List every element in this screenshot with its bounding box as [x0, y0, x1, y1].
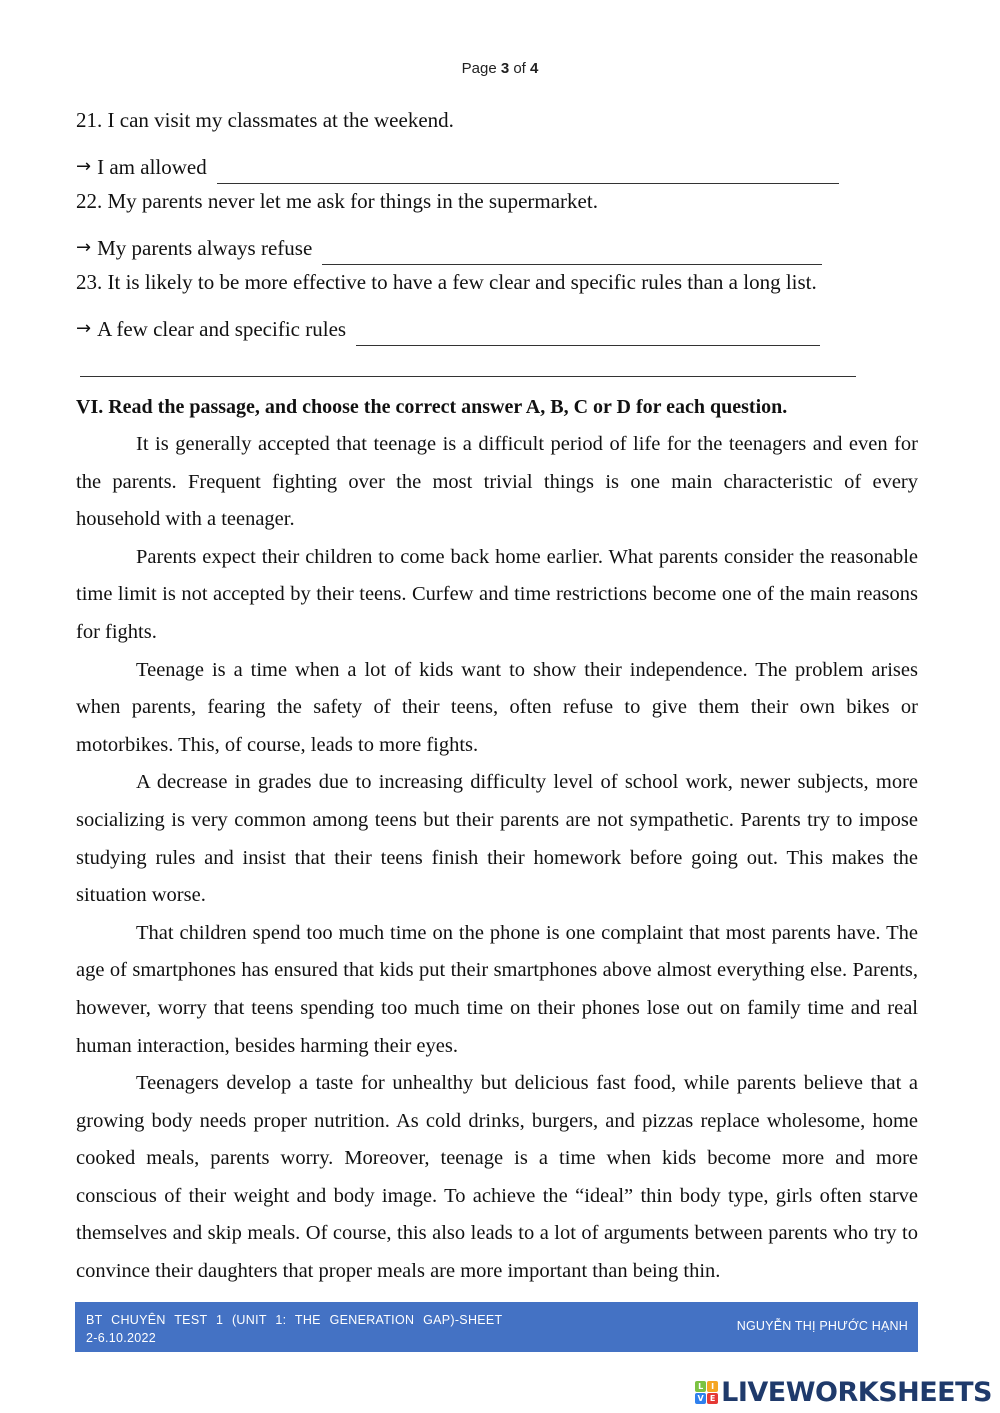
logo-tile-i: I	[707, 1381, 718, 1392]
exercise-23-answer-continuation	[76, 346, 918, 388]
answer-blank-23-line-2[interactable]	[80, 356, 856, 377]
passage-paragraph-6: Teenagers develop a taste for unhealthy but delicious fast food, while parents believe that a growing body needs proper nutrition. As cold drinks, burgers, and pizzas replace wholesome, home cooked meals, parents worry. Moreover, teenage is a time when kids become more and more conscious of their weight and body image. To achieve the “ideal” thin body type, girls often starve themselves and skip meals. Of course, this also leads to a lot of arguments between parents who try to convince their daughters that proper meals are more important than being thin.	[76, 1072, 918, 1283]
exercise-22-prompt: 22. My parents never let me ask for things in the supermarket.	[76, 189, 598, 213]
answer-blank-22[interactable]	[322, 238, 822, 265]
footer-document-title: BT CHUYÊN TEST 1 (UNIT 1: THE GENERATION GAP)-SHEET 2-6.10.2022	[86, 1313, 503, 1345]
passage-paragraph-5: That children spend too much time on the phone is one complaint that most parents have. The age of smartphones has ensured that kids put their smartphones above almost everything else. Parents, however, worry that teens spending too much time on their phones lose out on family time and real human interaction, besides harming their eyes.	[76, 921, 918, 1057]
exercise-23-prompt: 23. It is likely to be more effective to have a few clear and specific rules than a long list.	[76, 270, 817, 294]
reading-passage	[76, 426, 918, 1291]
answer-blank-23[interactable]	[356, 319, 820, 346]
total-pages: 4	[530, 60, 539, 77]
logo-tile-l: L	[695, 1381, 706, 1392]
logo-tiles-icon	[695, 1381, 718, 1404]
answer-lead-text: My parents always refuse	[97, 236, 313, 260]
page-label: Page	[461, 60, 501, 77]
exercise-22-answer	[76, 225, 918, 266]
answer-lead-text: I am allowed	[97, 155, 207, 179]
current-page: 3	[500, 60, 510, 77]
section-title: VI. Read the passage, and choose the correct answer A, B, C or D for each question.	[76, 396, 788, 418]
answer-lead-text: A few clear and specific rules	[97, 317, 347, 341]
logo-tile-e: E	[707, 1393, 718, 1404]
passage-paragraph-1: It is generally accepted that teenage is a difficult period of life for the teenagers and even for the parents. Frequent fighting over the most trivial things is one main characteristic of every household with a teenager.	[76, 433, 918, 531]
logo-tile-v: V	[695, 1393, 706, 1404]
arrow-icon: →	[76, 318, 92, 339]
exercise-21-answer	[76, 144, 918, 185]
passage-paragraph-2: Parents expect their children to come back home earlier. What parents consider the reasonable time limit is not accepted by their teens. Curfew and time restrictions become one of the main reasons for fights.	[76, 545, 918, 643]
exercise-23-answer	[76, 306, 918, 347]
logo-wordmark: LIVEWORKSHEETS	[721, 1377, 992, 1408]
passage-paragraph-3: Teenage is a time when a lot of kids want to show their independence. The problem arises when parents, fearing the safety of their teens, often refuse to give them their own bikes or motorbikes. This, of course, leads to more fights.	[76, 658, 918, 756]
worksheet-content	[76, 103, 918, 1291]
page-of-label: of	[509, 60, 531, 77]
answer-blank-21[interactable]	[217, 157, 839, 184]
passage-paragraph-4: A decrease in grades due to increasing difficulty level of school work, newer subjects, more socializing is very common among teens but their parents are not sympathetic. Parents try to impose studying rules and insist that their teens finish their homework before going out. This makes the situation worse.	[76, 771, 918, 907]
document-footer	[75, 1302, 918, 1352]
footer-author: NGUYỄN THỊ PHƯỚC HẠNH	[736, 1319, 908, 1333]
liveworksheets-logo[interactable]	[695, 1377, 992, 1408]
exercise-21-prompt: 21. I can visit my classmates at the weekend.	[76, 108, 454, 132]
arrow-icon: →	[76, 156, 92, 177]
arrow-icon: →	[76, 237, 92, 258]
page-number-header	[0, 60, 1000, 77]
